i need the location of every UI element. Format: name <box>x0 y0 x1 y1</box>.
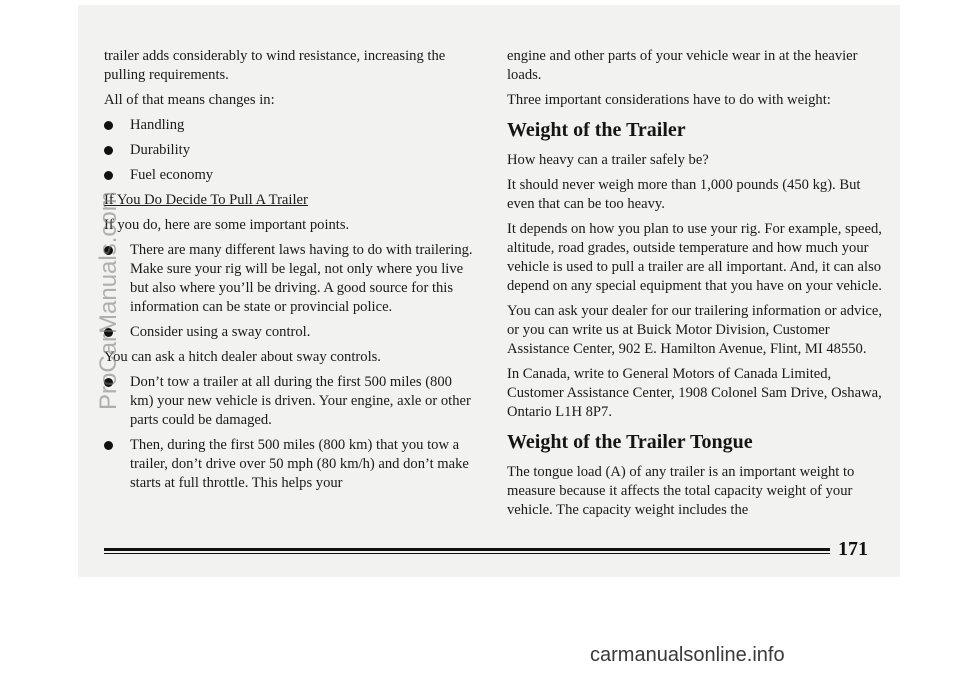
sway-note: You can ask a hitch dealer about sway controls. <box>104 349 381 365</box>
section-heading: Weight of the Trailer Tongue <box>507 431 753 453</box>
watermark-side: ProCarManuals.com <box>95 191 122 410</box>
continued-paragraph: engine and other parts of your vehicle wear in at the heavier loads. <box>507 48 858 83</box>
bullet-icon <box>104 441 113 450</box>
list-item: Don’t tow a trailer at all during the first 500 miles (800 km) your new vehicle is driven. Your engine, axle or other parts could be damaged. <box>104 373 476 430</box>
bullet-icon <box>104 146 113 155</box>
paragraph: How heavy can a trailer safely be? <box>507 152 709 168</box>
left-column <box>104 47 476 499</box>
list-item: Durability <box>104 141 476 160</box>
footer-rule-thin <box>104 553 830 554</box>
list-item: Then, during the first 500 miles (800 km) that you tow a trailer, don’t drive over 50 mph (80 km/h) and don’t make starts at full throttle. This helps your <box>104 436 476 493</box>
list-item: Handling <box>104 116 476 135</box>
bullet-icon <box>104 121 113 130</box>
watermark-bottom: carmanualsonline.info <box>590 644 785 666</box>
changes-list <box>104 116 476 185</box>
section-heading: Weight of the Trailer <box>507 119 686 141</box>
subheading: If You Do Decide To Pull A Trailer <box>104 192 308 208</box>
paragraph: In Canada, write to General Motors of Canada Limited, Customer Assistance Center, 1908 Colonel Sam Drive, Oshawa, Ontario L1H 8P7. <box>507 366 882 420</box>
footer-rule <box>104 548 830 551</box>
subheading-intro: If you do, here are some important points. <box>104 217 350 233</box>
right-column <box>507 47 887 526</box>
paragraph: It depends on how you plan to use your rig. For example, speed, altitude, road grades, outside temperature and how much your vehicle is used to pull a trailer are all important. And, it can also depend on any special equipment that you have on your vehicle. <box>507 221 882 294</box>
list-item: There are many different laws having to do with trailering. Make sure your rig will be legal, not only where you live but also where you’ll be driving. A good source for this information can be state or provincial police. <box>104 241 476 317</box>
considerations-paragraph: Three important considerations have to do with weight: <box>507 92 831 108</box>
paragraph: The tongue load (A) of any trailer is an important weight to measure because it affects the total capacity weight of your vehicle. The capacity weight includes the <box>507 464 855 518</box>
paragraph: You can ask your dealer for our trailering information or advice, or you can write us at Buick Motor Division, Customer Assistance Center, 902 E. Hamilton Avenue, Flint, MI 48550. <box>507 303 882 357</box>
changes-intro: All of that means changes in: <box>104 92 275 108</box>
list-item: Consider using a sway control. <box>104 323 476 342</box>
page-number: 171 <box>838 538 868 560</box>
bullet-icon <box>104 171 113 180</box>
intro-paragraph: trailer adds considerably to wind resistance, increasing the pulling requirements. <box>104 48 446 83</box>
paragraph: It should never weigh more than 1,000 pounds (450 kg). But even that can be too heavy. <box>507 177 861 212</box>
list-item: Fuel economy <box>104 166 476 185</box>
